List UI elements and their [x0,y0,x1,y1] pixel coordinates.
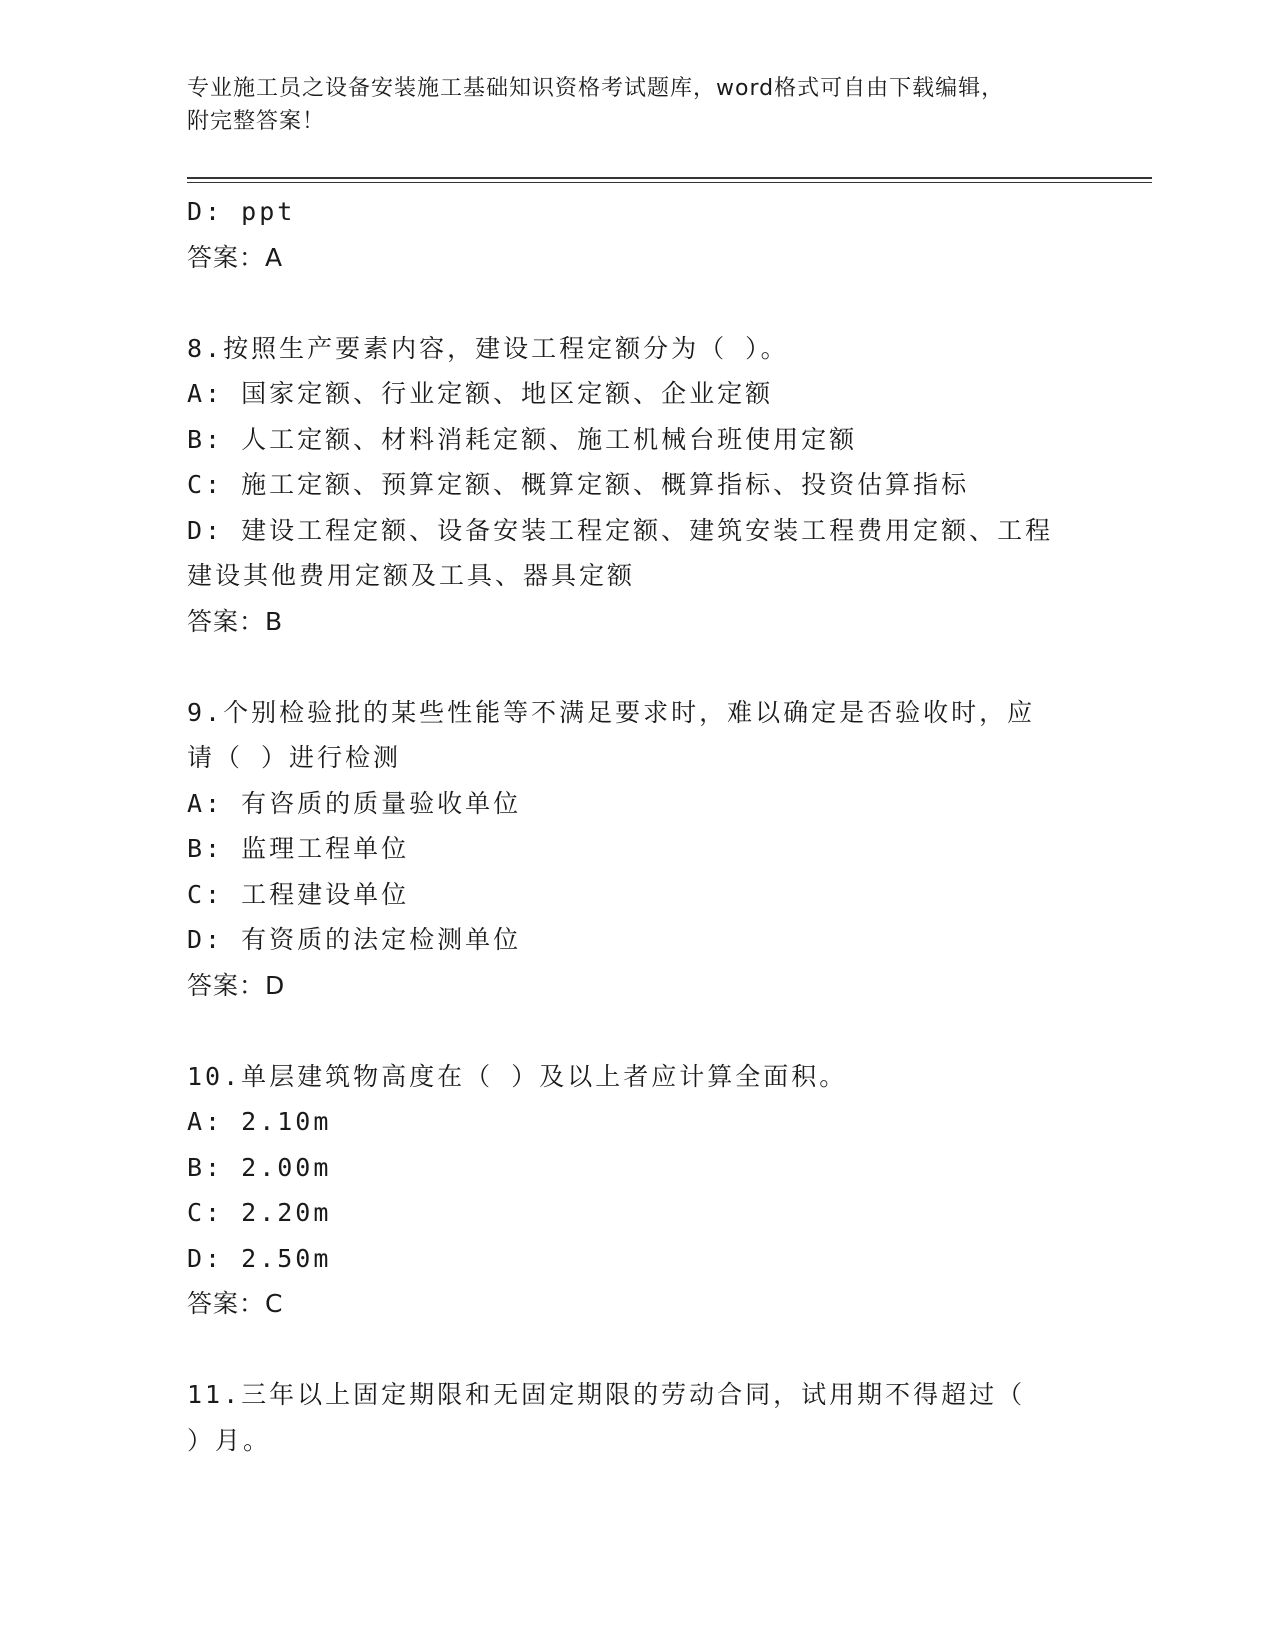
option-a: A: 国家定额、行业定额、地区定额、企业定额 [187,379,774,408]
header-divider [187,182,1152,183]
header-title-line: 附完整答案！ [187,109,326,134]
option-b: B: 2.00m [187,1152,332,1182]
answer: 答案：D [187,970,286,1000]
header-title-line: 专业施工员之设备安装施工基础知识资格考试题库，word格式可自由下载编辑， [187,76,1005,101]
option-d: D: ppt [187,197,296,226]
option-b: B: 人工定额、材料消耗定额、施工机械台班使用定额 [187,424,858,454]
document-header [187,72,1067,138]
question-9 [187,690,1087,1009]
question-list [187,189,1087,1463]
header-divider [187,177,1152,179]
option-c: C: 施工定额、预算定额、概算定额、概算指标、投资估算指标 [187,470,970,499]
spacer [187,1008,1087,1054]
question-stem-continued: 请（ ）进行检测 [187,743,402,772]
question-11 [187,1372,1087,1463]
option-a: A: 有咨质的质量验收单位 [187,788,522,818]
option-a: A: 2.10m [187,1107,332,1136]
spacer [187,644,1087,690]
answer: 答案：B [187,606,284,636]
question-stem: 11.三年以上固定期限和无固定期限的劳动合同，试用期不得超过（ [187,1380,1026,1409]
spacer [187,280,1087,326]
option-b: B: 监理工程单位 [187,834,410,863]
question-10 [187,1054,1087,1327]
question-stem: 9.个别检验批的某些性能等不满足要求时，难以确定是否验收时，应 [187,697,1036,727]
spacer [187,1327,1087,1373]
option-c: C: 2.20m [187,1198,332,1227]
option-d-continued: 建设其他费用定额及工具、器具定额 [187,561,636,590]
question-stem: 8.按照生产要素内容，建设工程定额分为（ ）。 [187,333,789,363]
question-stem-continued: ）月。 [187,1425,272,1455]
option-c: C: 工程建设单位 [187,879,410,909]
answer: 答案：A [187,242,284,272]
question-8 [187,326,1087,645]
answer: 答案：C [187,1289,284,1318]
question-stem: 10.单层建筑物高度在（ ）及以上者应计算全面积。 [187,1061,848,1091]
option-d: D: 有资质的法定检测单位 [187,925,522,954]
option-d: D: 建设工程定额、设备安装工程定额、建筑安装工程费用定额、工程 [187,515,1054,545]
option-d: D: 2.50m [187,1243,332,1273]
